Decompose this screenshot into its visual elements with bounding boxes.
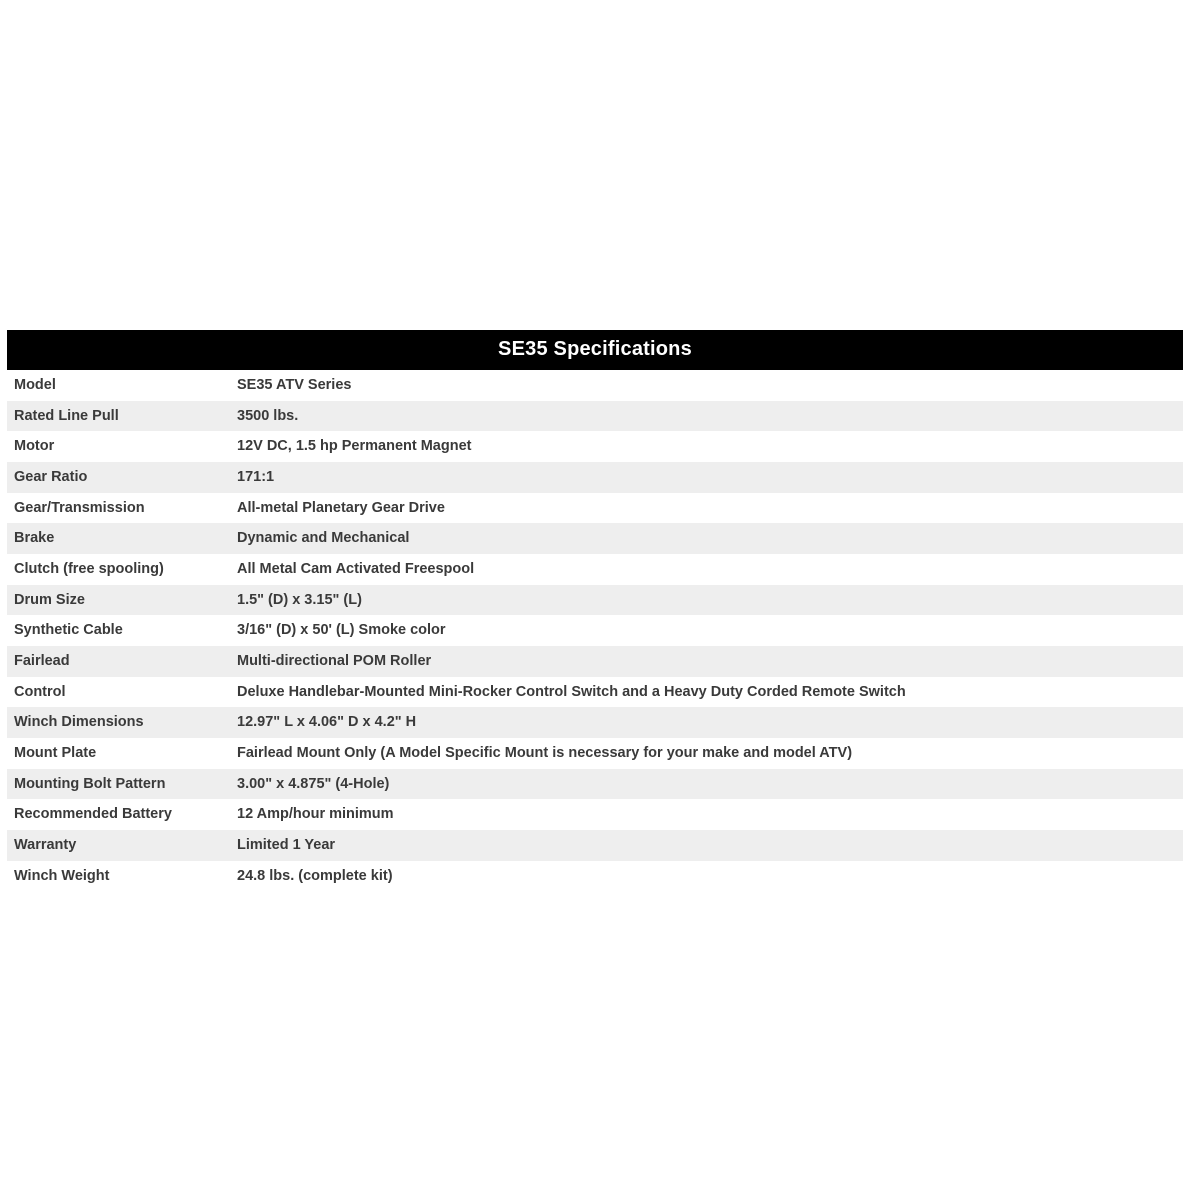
table-row: [7, 799, 1183, 830]
spec-value: 171:1: [229, 462, 1183, 493]
spec-value: Fairlead Mount Only (A Model Specific Mount is necessary for your make and model ATV): [229, 738, 1183, 769]
spec-value: All Metal Cam Activated Freespool: [229, 554, 1183, 585]
spec-label: Gear/Transmission: [7, 493, 229, 524]
table-row: [7, 646, 1183, 677]
table-row: [7, 707, 1183, 738]
spec-label: Brake: [7, 523, 229, 554]
table-row: [7, 462, 1183, 493]
table-row: [7, 830, 1183, 861]
table-row: [7, 677, 1183, 708]
table-row: [7, 370, 1183, 401]
spec-value: Dynamic and Mechanical: [229, 523, 1183, 554]
table-row: [7, 769, 1183, 800]
spec-label: Recommended Battery: [7, 799, 229, 830]
spec-label: Warranty: [7, 830, 229, 861]
table-row: [7, 738, 1183, 769]
spec-value: Limited 1 Year: [229, 830, 1183, 861]
spec-value: 12V DC, 1.5 hp Permanent Magnet: [229, 431, 1183, 462]
table-row: [7, 401, 1183, 432]
spec-label: Winch Dimensions: [7, 707, 229, 738]
spec-label: Rated Line Pull: [7, 401, 229, 432]
spec-label: Mount Plate: [7, 738, 229, 769]
spec-value: 24.8 lbs. (complete kit): [229, 861, 1183, 892]
specifications-table: [7, 330, 1183, 891]
table-title: SE35 Specifications: [7, 330, 1183, 370]
table-row: [7, 523, 1183, 554]
spec-label: Gear Ratio: [7, 462, 229, 493]
table-row: [7, 861, 1183, 892]
table-row: [7, 615, 1183, 646]
spec-value: 12 Amp/hour minimum: [229, 799, 1183, 830]
table-row: [7, 493, 1183, 524]
spec-label: Clutch (free spooling): [7, 554, 229, 585]
table-row: [7, 554, 1183, 585]
spec-value: 12.97" L x 4.06" D x 4.2" H: [229, 707, 1183, 738]
spec-label: Control: [7, 677, 229, 708]
spec-label: Mounting Bolt Pattern: [7, 769, 229, 800]
spec-value: 3/16" (D) x 50' (L) Smoke color: [229, 615, 1183, 646]
spec-value: Multi-directional POM Roller: [229, 646, 1183, 677]
spec-value: All-metal Planetary Gear Drive: [229, 493, 1183, 524]
spec-value: 3500 lbs.: [229, 401, 1183, 432]
table-row: [7, 431, 1183, 462]
spec-label: Synthetic Cable: [7, 615, 229, 646]
spec-label: Motor: [7, 431, 229, 462]
spec-value: 1.5" (D) x 3.15" (L): [229, 585, 1183, 616]
table-row: [7, 585, 1183, 616]
table-body: [7, 370, 1183, 891]
spec-value: SE35 ATV Series: [229, 370, 1183, 401]
spec-label: Fairlead: [7, 646, 229, 677]
specifications-table-container: [7, 330, 1183, 891]
spec-value: Deluxe Handlebar-Mounted Mini-Rocker Control Switch and a Heavy Duty Corded Remote Switch: [229, 677, 1183, 708]
spec-value: 3.00" x 4.875" (4-Hole): [229, 769, 1183, 800]
spec-label: Model: [7, 370, 229, 401]
spec-label: Winch Weight: [7, 861, 229, 892]
spec-label: Drum Size: [7, 585, 229, 616]
